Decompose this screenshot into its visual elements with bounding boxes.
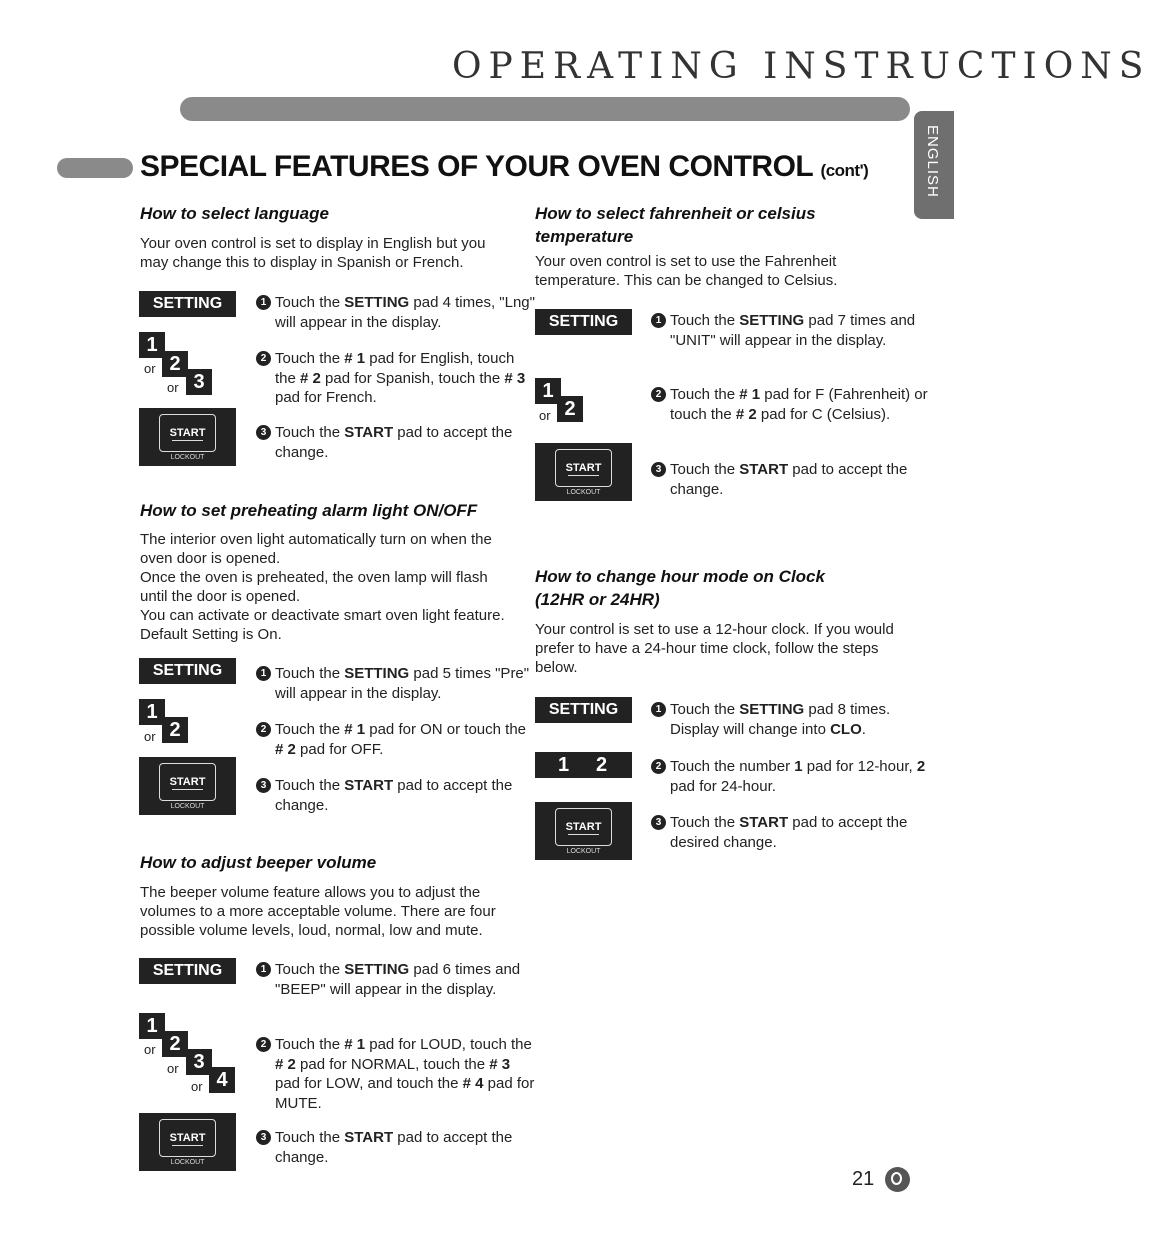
step-number: 1 [651,702,666,717]
or-label: or [144,361,156,376]
language-step-1: 1 Touch the SETTING pad 4 times, "Lng" will appear in the display. [256,293,535,332]
preheat-intro: The interior oven light automatically turn on when the oven door is opened. Once the oven is preheated, the oven lamp will flash until the door is opened. You can activate or deactivate smart oven light feature. Default Setting is On. [140,531,505,643]
step-number: 1 [256,962,271,977]
language-tab-label: ENGLISH [924,125,941,198]
section-title-suffix: (cont') [820,161,869,180]
beeper-intro: The beeper volume feature allows you to adjust the volumes to a more acceptable volume. There are four possible volume levels, loud, normal, low and mute. [140,884,496,939]
key-1[interactable]: 1 [139,332,165,358]
key-4[interactable]: 4 [209,1067,235,1093]
step-number: 2 [256,1037,271,1052]
start-button[interactable]: START [555,449,612,487]
setting-pad[interactable]: SETTING [139,958,236,984]
language-heading: How to select language [140,204,329,223]
or-label: or [539,408,551,423]
key-3[interactable]: 3 [186,369,212,395]
setting-pad[interactable]: SETTING [139,658,236,684]
lockout-label: LOCKOUT [566,848,601,855]
preheat-step-1: 1 Touch the SETTING pad 5 times "Pre" will appear in the display. [256,664,535,703]
step-number: 1 [256,295,271,310]
start-button[interactable]: START [159,414,216,452]
key-1[interactable]: 1 [139,699,165,725]
lockout-label: LOCKOUT [566,489,601,496]
step-number: 3 [256,778,271,793]
start-pad[interactable] [139,1113,236,1171]
section-title [140,150,868,184]
step-number: 3 [256,425,271,440]
beeper-step-2: 2 Touch the # 1 pad for LOUD, touch the # 2 pad for NORMAL, touch the # 3 pad for LOW, and touch the # 4 pad for MUTE. [256,1035,535,1113]
clock-intro: Your control is set to use a 12-hour clock. If you would prefer to have a 24-hour time clock, follow the steps below. [535,621,894,676]
key-2[interactable]: 2 [596,754,608,776]
key-2[interactable]: 2 [162,1031,188,1057]
page-title: OPERATING INSTRUCTIONS [452,46,1150,87]
language-tab [914,111,954,219]
temperature-step-3: 3 Touch the START pad to accept the change. [651,460,930,499]
temperature-heading: How to select fahrenheit or celsius temperature [535,204,816,246]
number-pad-bar[interactable] [535,752,632,778]
or-label: or [191,1079,203,1094]
start-pad[interactable] [139,757,236,815]
start-pad[interactable] [535,802,632,860]
lockout-label: LOCKOUT [170,454,205,461]
or-label: or [144,1042,156,1057]
clock-step-2: 2 Touch the number 1 pad for 12-hour, 2 pad for 24-hour. [651,757,930,796]
step-number: 2 [651,759,666,774]
key-3[interactable]: 3 [186,1049,212,1075]
header-bar [180,97,910,121]
temperature-step-1: 1 Touch the SETTING pad 7 times and "UNIT" will appear in the display. [651,311,930,350]
start-button[interactable]: START [159,1119,216,1157]
lg-logo-icon [885,1167,910,1192]
beeper-heading: How to adjust beeper volume [140,853,377,872]
section-title-text: SPECIAL FEATURES OF YOUR OVEN CONTROL [140,150,813,183]
start-button[interactable]: START [555,808,612,846]
step-number: 1 [256,666,271,681]
language-step-3: 3 Touch the START pad to accept the change. [256,423,535,462]
step-number: 3 [256,1130,271,1145]
clock-step-1: 1 Touch the SETTING pad 8 times. Display will change into CLO. [651,700,930,739]
key-1[interactable]: 1 [139,1013,165,1039]
temperature-intro: Your oven control is set to use the Fahrenheit temperature. This can be changed to Celsius. [535,253,838,289]
key-1[interactable]: 1 [558,754,570,776]
setting-pad[interactable]: SETTING [139,291,236,317]
preheat-step-3: 3 Touch the START pad to accept the change. [256,776,535,815]
language-intro: Your oven control is set to display in English but you may change this to display in Spanish or French. [140,235,486,271]
key-2[interactable]: 2 [162,351,188,377]
step-number: 3 [651,815,666,830]
or-label: or [144,729,156,744]
preheat-step-2: 2 Touch the # 1 pad for ON or touch the # 2 pad for OFF. [256,720,535,759]
lockout-label: LOCKOUT [170,1159,205,1166]
page-number: 21 [852,1168,875,1190]
beeper-step-1: 1 Touch the SETTING pad 6 times and "BEEP" will appear in the display. [256,960,535,999]
language-step-2: 2 Touch the # 1 pad for English, touch the # 2 pad for Spanish, touch the # 3 pad for French. [256,349,535,408]
start-pad[interactable] [535,443,632,501]
key-2[interactable]: 2 [162,717,188,743]
start-pad[interactable] [139,408,236,466]
temperature-step-2: 2 Touch the # 1 pad for F (Fahrenheit) or touch the # 2 pad for C (Celsius). [651,385,930,424]
step-number: 2 [256,351,271,366]
lockout-label: LOCKOUT [170,803,205,810]
or-label: or [167,1061,179,1076]
section-pill [57,158,133,178]
step-number: 1 [651,313,666,328]
step-number: 3 [651,462,666,477]
or-label: or [167,380,179,395]
key-1[interactable]: 1 [535,378,561,404]
clock-step-3: 3 Touch the START pad to accept the desired change. [651,813,930,852]
step-number: 2 [651,387,666,402]
start-button[interactable]: START [159,763,216,801]
preheat-heading: How to set preheating alarm light ON/OFF [140,501,478,520]
key-2[interactable]: 2 [557,396,583,422]
clock-heading: How to change hour mode on Clock (12HR or 24HR) [535,567,825,609]
setting-pad[interactable]: SETTING [535,309,632,335]
beeper-step-3: 3 Touch the START pad to accept the change. [256,1128,535,1167]
setting-pad[interactable]: SETTING [535,697,632,723]
step-number: 2 [256,722,271,737]
